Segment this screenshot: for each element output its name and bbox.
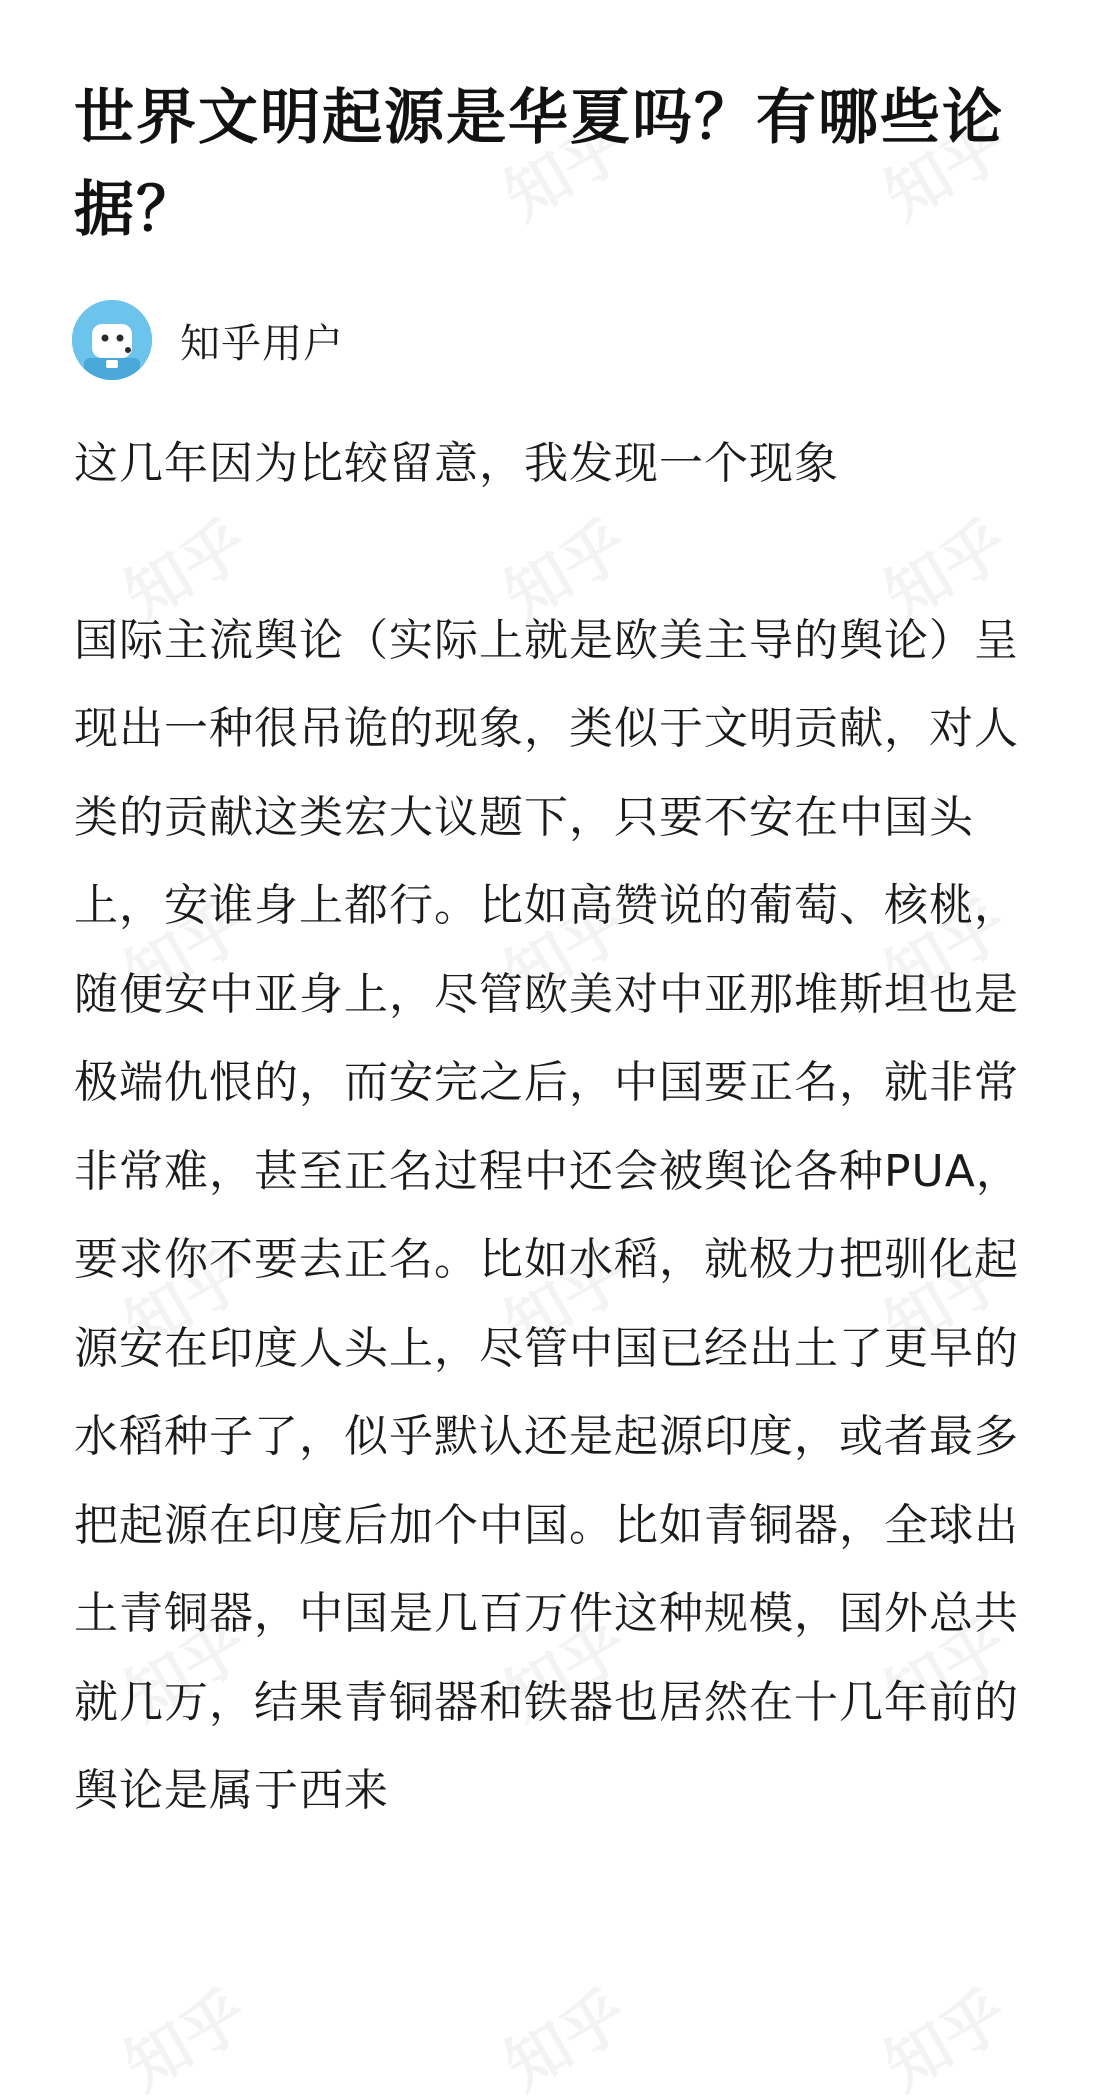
author-info[interactable] <box>72 298 344 382</box>
answer-paragraph: 这几年因为比较留意，我发现一个现象 <box>74 438 839 489</box>
answer-paragraph: 国际主流舆论（实际上就是欧美主导的舆论）呈现出一种很吊诡的现象，类似于文明贡献，对人类的贡献这类宏大议题下，只要不安在中国头上，安谁身上都行。比如高赞说的葡萄、核桃，随便安中亚身上，尽管欧美对中亚那堆斯坦也是极端仇恨的，而安完之后，中国要正名，就非常非常难，甚至正名过程中还会被舆论各种PUA，要求你不要去正名。比如水稻，就极力把驯化起源安在印度人头上，尽管中国已经出土了更早的水稻种子了，似乎默认还是起源印度，或者最多把起源在印度后加个中国。比如青铜器，全球出土青铜器，中国是几百万件这种规模，国外总共就几万，结果青铜器和铁器也居然在十几年前的舆论是属于西来 <box>74 614 1021 1816</box>
question-title[interactable]: 世界文明起源是华夏吗？有哪些论据？ <box>74 83 1004 245</box>
author-name[interactable]: 知乎用户 <box>180 320 344 367</box>
answer-content <box>74 420 1040 1836</box>
watermark <box>866 1964 1023 2100</box>
watermark <box>486 1964 643 2100</box>
avatar-graphic <box>72 300 152 380</box>
default-avatar-icon[interactable] <box>72 300 152 380</box>
paragraph-spacer <box>74 509 1040 597</box>
watermark <box>106 1964 263 2100</box>
